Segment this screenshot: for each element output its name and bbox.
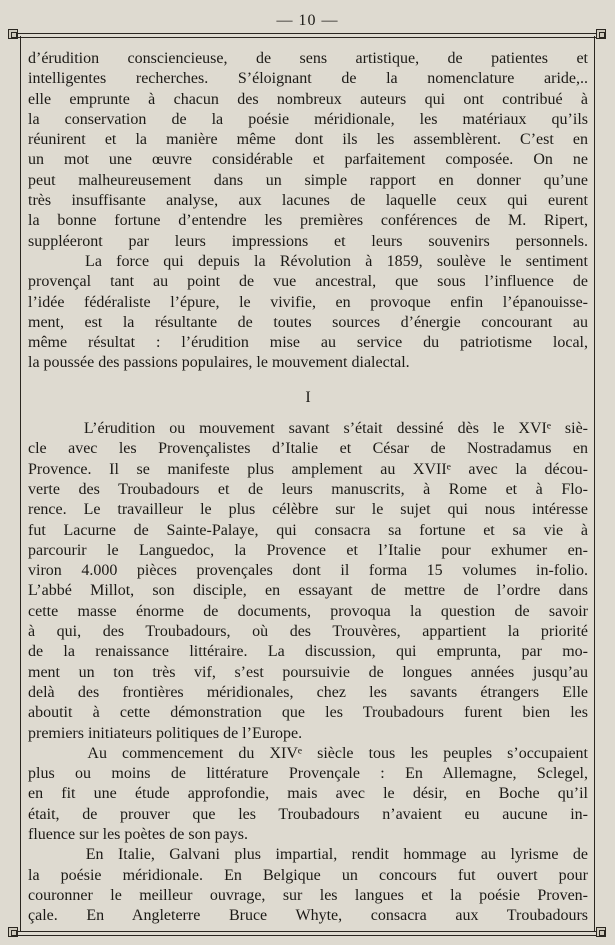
text-line: En Italie, Galvani plus impartial, rendit hommage au lyrisme de bbox=[28, 846, 588, 864]
text-line: intelligentes recherches. S’éloignant de la nomenclature aride,.. bbox=[28, 70, 588, 88]
text-line: de la renaissance littéraire. La discussion, qui emprunta, par mo- bbox=[28, 643, 588, 661]
text-line: verte des Troubadours et de leurs manuscrits, à Rome et à Flo- bbox=[28, 480, 588, 498]
text-line: delà des frontières méridionales, chez les savants étrangers Elle bbox=[28, 683, 588, 701]
text-line: fut Lacurne de Sainte-Palaye, qui consacra sa fortune et sa vie à bbox=[28, 521, 588, 539]
section-heading: I bbox=[305, 388, 311, 406]
corner-ornament-icon bbox=[596, 29, 606, 39]
body-text bbox=[28, 49, 588, 926]
text-line: L’érudition ou mouvement savant s’était dessiné dès le XVIᵉ siè- bbox=[28, 420, 588, 438]
text-line: plus ou moins de littérature Provençale : En Allemagne, Sclegel, bbox=[28, 765, 588, 783]
text-line: suppléeront par leurs impressions et leurs souvenirs personnels. bbox=[28, 232, 588, 250]
text-line: provençal tant au point de vue ancestral, que sous l’influence de bbox=[28, 273, 588, 291]
text-line: rence. Le travailleur le plus célèbre sur le sujet qui nous intéresse bbox=[28, 501, 588, 519]
paragraph bbox=[28, 252, 588, 374]
text-line: premiers initiateurs politiques de l’Europe. bbox=[28, 724, 303, 742]
frame-right-rule bbox=[594, 36, 595, 931]
text-line: était, de prouver que les Troubadours n’avaient eu aucune in- bbox=[28, 805, 588, 823]
text-line: cette masse énorme de documents, provoqua la question de savoir bbox=[28, 602, 588, 620]
text-line: la poésie méridionale. En Belgique un concours fut ouvert pour bbox=[28, 866, 588, 884]
text-line: la conservation de la poésie méridionale, les matériaux qu’ils bbox=[28, 110, 588, 128]
text-line: L’abbé Millot, son disciple, en essayant de mettre de l’ordre dans bbox=[28, 582, 588, 600]
text-line: couronner le meilleur ouvrage, sur les langues et la poésie Proven- bbox=[28, 886, 588, 904]
frame-bottom-rule bbox=[14, 931, 600, 936]
paragraph bbox=[28, 49, 588, 252]
frame-top-rule bbox=[14, 33, 600, 38]
text-line: çale. En Angleterre Bruce Whyte, consacra aux Troubadours bbox=[28, 907, 588, 925]
text-line: La force qui depuis la Révolution à 1859, soulève le sentiment bbox=[28, 252, 588, 270]
text-line: ment un ton très vif, s’est poursuivie de longues années jusqu’au bbox=[28, 663, 588, 681]
text-line: réunirent et la manière même dont ils les assemblèrent. C’est en bbox=[28, 131, 588, 149]
paragraph bbox=[28, 419, 588, 744]
text-line: elle emprunte à chacun des nombreux auteurs qui ont contribué à bbox=[28, 90, 588, 108]
text-line: d’érudition consciencieuse, de sens artistique, de patientes et bbox=[28, 50, 588, 67]
text-line: ment, est la résultante de toutes sources d’énergie concourant au bbox=[28, 313, 588, 331]
paragraph bbox=[28, 744, 588, 845]
text-line: la bonne fortune d’entendre les premières conférences de M. Ripert, bbox=[28, 212, 588, 230]
corner-ornament-icon bbox=[8, 29, 18, 39]
text-line: l’idée fédéraliste l’épure, le vivifie, en provoque enfin l’épanouisse- bbox=[28, 293, 588, 311]
corner-ornament-icon bbox=[596, 927, 606, 937]
text-line: Provence. Il se manifeste plus amplement au XVIIᵉ avec la décou- bbox=[28, 460, 588, 478]
page-number: — 10 — bbox=[276, 12, 339, 29]
frame-left-rule bbox=[20, 36, 21, 931]
text-line: Au commencement du XIVᵉ siècle tous les peuples s’occupaient bbox=[28, 744, 588, 762]
text-line: à qui, des Troubadours, où des Trouvères, appartient la priorité bbox=[28, 623, 588, 641]
text-line: cle avec les Provençalistes d’Italie et César de Nostradamus en bbox=[28, 440, 588, 458]
text-line: en fit une étude approfondie, mais avec le désir, en Boche qu’il bbox=[28, 785, 588, 803]
text-line: très insuffisante analyse, aux lacunes de laquelle ceux qui eurent bbox=[28, 192, 588, 210]
text-line: viron 4.000 pièces provençales dont il forma 15 volumes in-folio. bbox=[28, 562, 588, 580]
text-line: fluence sur les poètes de son pays. bbox=[28, 825, 248, 843]
corner-ornament-icon bbox=[8, 927, 18, 937]
text-line: la poussée des passions populaires, le mouvement dialectal. bbox=[28, 354, 410, 372]
text-line: parcourir le Languedoc, la Provence et l’Italie pour exhumer en- bbox=[28, 541, 588, 559]
text-line: aboutit à cette démonstration que les Troubadours furent bien les bbox=[28, 704, 588, 722]
paragraph bbox=[28, 845, 588, 926]
text-line: un mot une œuvre considérable et parfaitement composée. On ne bbox=[28, 151, 588, 169]
text-line: peut malheureusement dans un simple rapport en donner qu’une bbox=[28, 171, 588, 189]
text-line: même résultat : l’érudition mise au service du patriotisme local, bbox=[28, 334, 588, 352]
